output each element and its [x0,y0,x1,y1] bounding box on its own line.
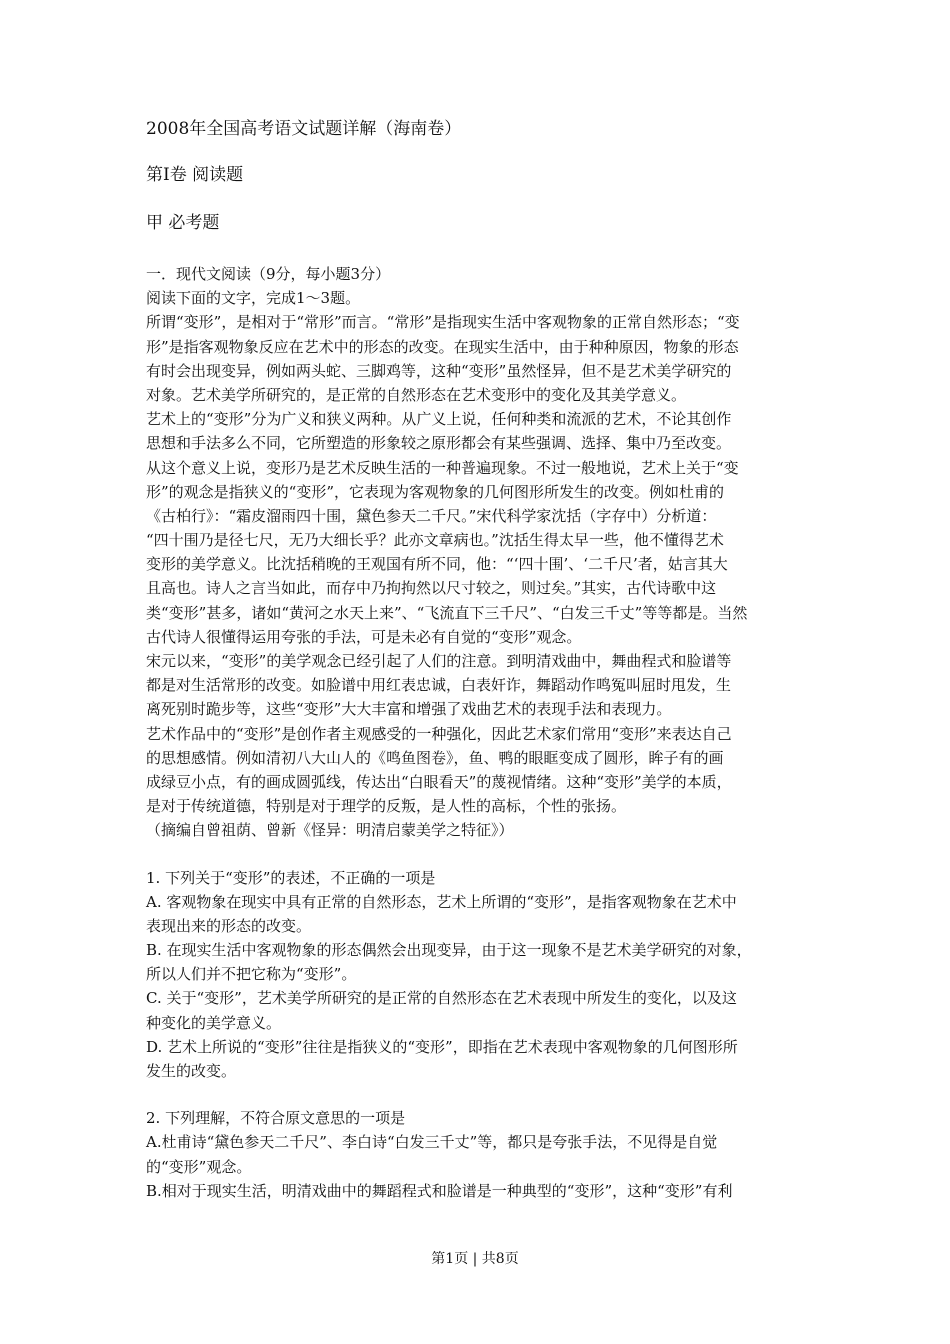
question-1-option: D. 艺术上所说的“变形”往往是指狭义的“变形”，即指在艺术表现中客观物象的几何图形所 [146,1037,738,1056]
passage-line: 对象。艺术美学所研究的，是正常的自然形态在艺术变形中的变化及其美学意义。 [146,385,687,404]
passage-line: 类“变形”甚多，诸如“黄河之水天上来”、“飞流直下三千尺”、“白发三千丈”等等都是。当然 [146,603,748,622]
question-1-option: C. 关于“变形”，艺术美学所研究的是正常的自然形态在艺术表现中所发生的变化，以及这 [146,989,737,1008]
spacer [146,1083,826,1106]
passage-line: “四十围乃是径七尺，无乃大细长乎？此亦文章病也。”沈括生得太早一些，他不懂得艺术 [146,531,724,550]
passage-line: 且高也。诗人之言当如此，而存中乃拘拘然以尺寸较之，则过矣。”其实，古代诗歌中这 [146,579,717,598]
passage-line: 变形的美学意义。比沈括稍晚的王观国有所不同，他：“‘四十围’、‘二千尺’者，姑言其大 [146,555,728,574]
question-1-stem: 1. 下列关于“变形”的表述，不正确的一项是 [146,868,436,887]
passage-line: 阅读下面的文字，完成1～3题。 [146,289,361,308]
passage-line: 成绿豆小点，有的画成圆弧线，传达出“白眼看天”的蔑视情绪。这种“变形”美学的本质， [146,772,732,791]
passage-line: 《古柏行》：“霜皮溜雨四十围，黛色参天二千尺。”宋代科学家沈括（字存中）分析道： [146,506,717,525]
passage-line: 形”是指客观物象反应在艺术中的形态的改变。在现实生活中，由于种种原因，物象的形态 [146,337,739,356]
passage-block [146,262,826,1203]
spacer [146,843,826,866]
passage-line: 所谓“变形”，是相对于“常形”而言。“常形”是指现实生活中客观物象的正常自然形态；“变 [146,313,740,332]
question-2-option: 的“变形”观念。 [146,1157,252,1176]
page-footer: 第1页 | 共8页 [431,1251,519,1267]
document-title: 2008年全国高考语文试题详解（海南卷） [146,119,462,139]
passage-source: （摘编自曾祖荫、曾新《怪异：明清启蒙美学之特征》） [146,821,514,840]
question-2-stem: 2. 下列理解，不符合原文意思的一项是 [146,1109,406,1128]
question-1-option: 种变化的美学意义。 [146,1013,282,1032]
passage-line: 有时会出现变异，例如两头蛇、三脚鸡等，这种“变形”虽然怪异，但不是艺术美学研究的 [146,361,732,380]
passage-line: 的思想感情。例如清初八大山人的《鸣鱼图卷》，鱼、鸭的眼眶变成了圆形，眸子有的画 [146,748,724,767]
question-2-option: A.杜甫诗“黛色参天二千尺”、李白诗“白发三千丈”等，都只是夸张手法，不见得是自觉 [146,1133,718,1152]
question-1-option: A. 客观物象在现实中具有正常的自然形态，艺术上所谓的“变形”，是指客观物象在艺术中 [146,892,737,911]
passage-line: 形”的观念是指狭义的“变形”，它表现为客观物象的几何图形所发生的改变。例如杜甫的 [146,482,725,501]
question-1-option: B. 在现实生活中客观物象的形态偶然会出现变异，由于这一现象不是艺术美学研究的对象， [146,941,752,960]
passage-line: 宋元以来，“变形”的美学观念已经引起了人们的注意。到明清戏曲中，舞曲程式和脸谱等 [146,652,732,670]
section-heading-required: 甲 必考题 [146,213,220,233]
part-heading: 一．现代文阅读（9分，每小题3分） [146,265,391,283]
question-1-option: 所以人们并不把它称为“变形”。 [146,965,357,984]
passage-line: 古代诗人很懂得运用夸张的手法，可是未必有自觉的“变形”观念。 [146,627,582,646]
passage-line: 都是对生活常形的改变。如脸谱中用红表忠诚，白表奸诈，舞蹈动作鸣冤叫屈时甩发，生 [146,676,732,695]
passage-line: 是对于传统道德，特别是对于理学的反叛，是人性的高标，个性的张扬。 [146,797,627,816]
question-1-option: 发生的改变。 [146,1062,237,1080]
question-2-option: B.相对于现实生活，明清戏曲中的舞蹈程式和脸谱是一种典型的“变形”，这种“变形”有利 [146,1181,733,1200]
passage-line: 艺术上的“变形”分为广义和狭义两种。从广义上说，任何种类和流派的艺术，不论其创作 [146,410,732,429]
passage-line: 思想和手法多么不同，它所塑造的形象较之原形都会有某些强调、选择、集中乃至改变。 [146,434,732,453]
passage-line: 离死别时跪步等，这些“变形”大大丰富和增强了戏曲艺术的表现手法和表现力。 [146,700,672,719]
passage-line: 从这个意义上说，变形乃是艺术反映生活的一种普遍现象。不过一般地说，艺术上关于“变 [146,458,739,477]
section-heading-volume: 第Ⅰ卷 阅读题 [146,165,244,185]
question-1-option: 表现出来的形态的改变。 [146,916,312,935]
passage-line: 艺术作品中的“变形”是创作者主观感受的一种强化，因此艺术家们常用“变形”来表达自己 [146,724,732,743]
